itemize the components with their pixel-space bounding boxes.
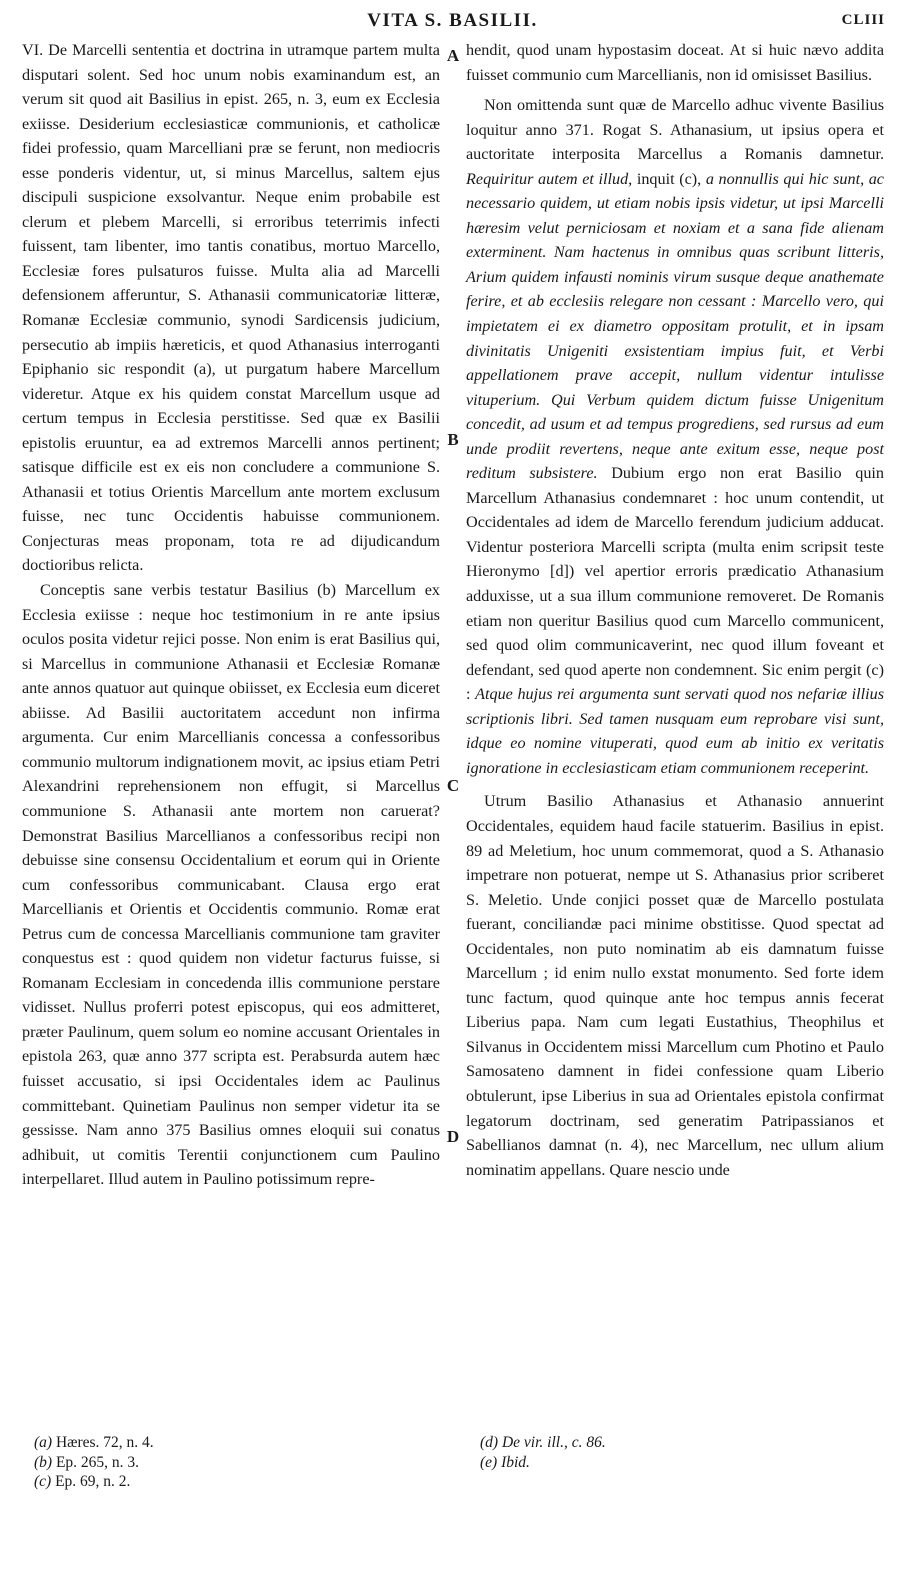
footnote-a — [34, 1433, 434, 1453]
footnote-e — [480, 1453, 880, 1473]
footnote-text: Ibid. — [501, 1453, 530, 1471]
footnotes-right — [480, 1433, 880, 1472]
footnote-text: Ep. 69, n. 2. — [55, 1473, 131, 1490]
margin-letter-a: A — [446, 46, 460, 65]
quotation-italic: Atque hujus rei argumenta sunt servati quod nos nefariæ illius scriptionis libri. Sed tamen nusquam eum reprobare visi sunt, idque eo nomine vituperati, quod eum ab initio ex veritatis ignoratione in ecclesiasticam etiam communionem receperint. — [466, 685, 885, 777]
paragraph-non-omittenda — [466, 93, 884, 780]
paragraph-hendit: hendit, quod unam hypostasim doceat. At si huic nævo addita fuisset communio cum Marcellianis, non id omisisset Basilius. — [466, 41, 884, 84]
footnote-c — [34, 1472, 434, 1492]
margin-letter-c: C — [446, 776, 460, 795]
paragraph-utrum: Utrum Basilio Athanasius et Athanasio annuerint Occidentales, equidem haud facile statuerim. Basilius in epist. 89 ad Meletium, hoc unum commemorat, quod a S. Athanasio impetrare non potuerat, nempe ut S. Athanasius prior scriberet S. Meletio. Unde conjici posset quæ de Marcello postulata fuerant, conciliandæ paci minime obstitisse. Quod spectat ad Occidentales, non puto nominatim ab eis damnatum fuisse Marcellum ; id enim nullo exstat monumento. Sed forte idem tunc factum, quod quinque ante hoc tempus annis fecerat Liberius papa. Nam cum legati Eustathius, Theophilus et Silvanus in Occidentem missi Marcellum cum Photino et Paulo Samosateno damnent in fidei confessione quam Liberio obtulerunt, ipse Liberius in sua ad Orientales epistola confirmat legatorum doctrinam, sed generatim Patripassianos et Sabellianos damnat (n. 4), nec Marcellum, nec ullum alium nominatim appellans. Quare nescio unde — [466, 792, 884, 1179]
footnote-text: Hæres. 72, n. 4. — [55, 1434, 154, 1451]
page-header — [0, 10, 905, 38]
quotation-italic: a nonnullis qui hic sunt, ac necessario quidem, ut etiam nobis ipsis videtur, ut ipsi Marcelli hæresim velut perniciosam et noxiam et a sana fide alienam exterminent. Nam hactenus in omnibus quas scribunt litteris, Arium quidem infausti nominis virum susque deque anathemate ferire, et ab ecclesiis relegare non cessant : Marcello vero, qui impietatem ei ex diametro oppositam protulit, et in ipsam divinitatis Unigeniti exsistentiam impius fuit, et Verbi appellationem prave accepit, nullum videntur intulisse vituperium. Qui Verbum quidem dictum fuisse Unigenitum concedit, ad usum et ad tempus progrediens, sed rursus ad eum unde prodiit revertens, neque ante exitum esse, neque post reditum subsistere. — [466, 169, 884, 483]
quotation-italic: Requiritur autem et illud, — [466, 169, 633, 188]
footnote-mark: (a) — [34, 1434, 53, 1451]
text-roman: Dubium ergo non erat Basilio quin Marcellum Athanasius condemnaret : hoc unum contendit, ut Occidentales ad idem de Marcello ferendum judicium adducat. Videntur posteriora Marcelli scripta (multa enim scripsit teste Hieronymo [d]) vel apertior erroris prædicatio Athanasium adduxisse, ut a sua illum communione removeret. De Romanis etiam non queritur Basilius quod cum Marcello communicent, sed quod olim communicaverint, nec quod illum foveant et defendant, sed quod aperte non condemnent. Sic enim pergit (c) : — [466, 464, 885, 704]
paragraph-vi: VI. De Marcelli sententia et doctrina in utramque partem multa disputari solent. Sed hoc unum nobis examinandum est, an verum sit quod ait Basilius in epist. 265, n. 3, eum ex Ecclesia exiisse. Desiderium ecclesiasticæ communionis, et catholicæ fidei professio, quam Marcelliani præ se ferunt, non mediocris esse ponderis videntur, ut, si minus Marcellus, saltem ejus discipuli suspicione exsolvantur. Neque enim probabile est clerum et plebem Marcelli, si erroribus teterrimis infecti fuissent, tam libenter, imo tantis conatibus, mortuo Marcello, Ecclesiæ fores pulsaturos fuisse. Multa alia ad Marcelli defensionem afferuntur, S. Athanasii communicatoriæ litteræ, Romanæ Ecclesiæ communio, synodi Sardicensis judicium, persecutio ab impiis hæreticis, et quod Athanasius interroganti Epiphanio sic respondit (a), ut purgatum habere Marcellum videretur. Atque ex his quidem constat Marcellum usque ad certum tempus in Ecclesia perstitisse. Sed quæ ex Basilii epistolis eruuntur, ea ad extremos Marcelli annos pertinent; satisque difficile est ex eis non concludere a communione S. Athanasii et totius Orientis Marcellum ante mortem exclusum fuisse, nec tunc Occidentis habuisse communionem. Conjecturas meas proponam, tota re ad dijudicandum doctioribus relicta. — [22, 41, 440, 575]
text-roman: inquit (c), — [632, 169, 706, 188]
footnote-text: De vir. ill., c. 86. — [501, 1434, 606, 1451]
paragraph-concepts: Conceptis sane verbis testatur Basilius (b) Marcellum ex Ecclesia exiisse : neque hoc testimonium in re ante ipsius oculos posita videtur rejici posse. Non enim is erat Basilius qui, si Marcellus in communione Athanasii et Ecclesiæ Romanæ ante annos quatuor aut quinque obiisset, ex Ecclesia eum diceret abiisse. Ad Basilii auctoritatem accedunt non infirma argumenta. Cur enim Marcellianis concessa a confessoribus communio multorum indignationem movit, ac ipsius etiam Petri Alexandrini reprehensionem non effugit, si Marcellus communione S. Athanasii ante mortem non caruerat? Demonstrat Basilius Marcellianos a confessoribus recipi non debuisse sine consensu Occidentalium et eorum qui in Oriente cum confessoribus communicabant. Clausa ergo erat Marcellianis et Orientis et Occidentis communio. Romæ erat Petrus cum de concessa Marcellianis communione tam graviter conquestus est : quod quidem non videtur facturus fuisse, si Romanam Ecclesiam in concedenda illis communione perstare vidisset. Nullus proferri potest episcopus, qui eos admitteret, præter Paulinum, quem solum eo nomine accusant Orientales in epistola 263, quæ anno 377 scripta est. Perabsurda autem hæc fuisset accusatio, si ipsi Occidentales idem ac Paulinus committebant. Quinetiam Paulinus non semper videtur ita se gessisse. Nam anno 375 Basilius omnes eloquii sui conatus adhibuit, ut comitis Terentii conjunctionem cum Paulino interpellaret. Illud autem in Paulino potissimum repre- — [22, 581, 440, 1189]
footnote-mark: (c) — [34, 1473, 52, 1490]
right-column — [466, 38, 884, 1182]
footnote-mark: (b) — [34, 1453, 53, 1471]
footnote-mark: (e) — [480, 1453, 498, 1471]
footnote-text: Ep. 265, n. 3. — [55, 1453, 140, 1471]
margin-letter-b: B — [447, 430, 459, 449]
footnotes-left — [34, 1433, 434, 1492]
left-column — [22, 38, 440, 1192]
page-number: CLIII — [841, 12, 885, 28]
text-roman: Non omittenda sunt quæ de Marcello adhuc vivente Basilius loquitur anno 371. Rogat S. Athanasium, ut ipsius opera et auctoritate interposita Marcellus a Romanis damnetur. — [466, 96, 884, 164]
footnote-d — [480, 1433, 880, 1453]
footnote-mark: (d) — [480, 1434, 499, 1451]
margin-letter-d: D — [446, 1127, 460, 1146]
footnote-b — [34, 1453, 434, 1473]
running-title: VITA S. BASILII. — [367, 10, 538, 31]
